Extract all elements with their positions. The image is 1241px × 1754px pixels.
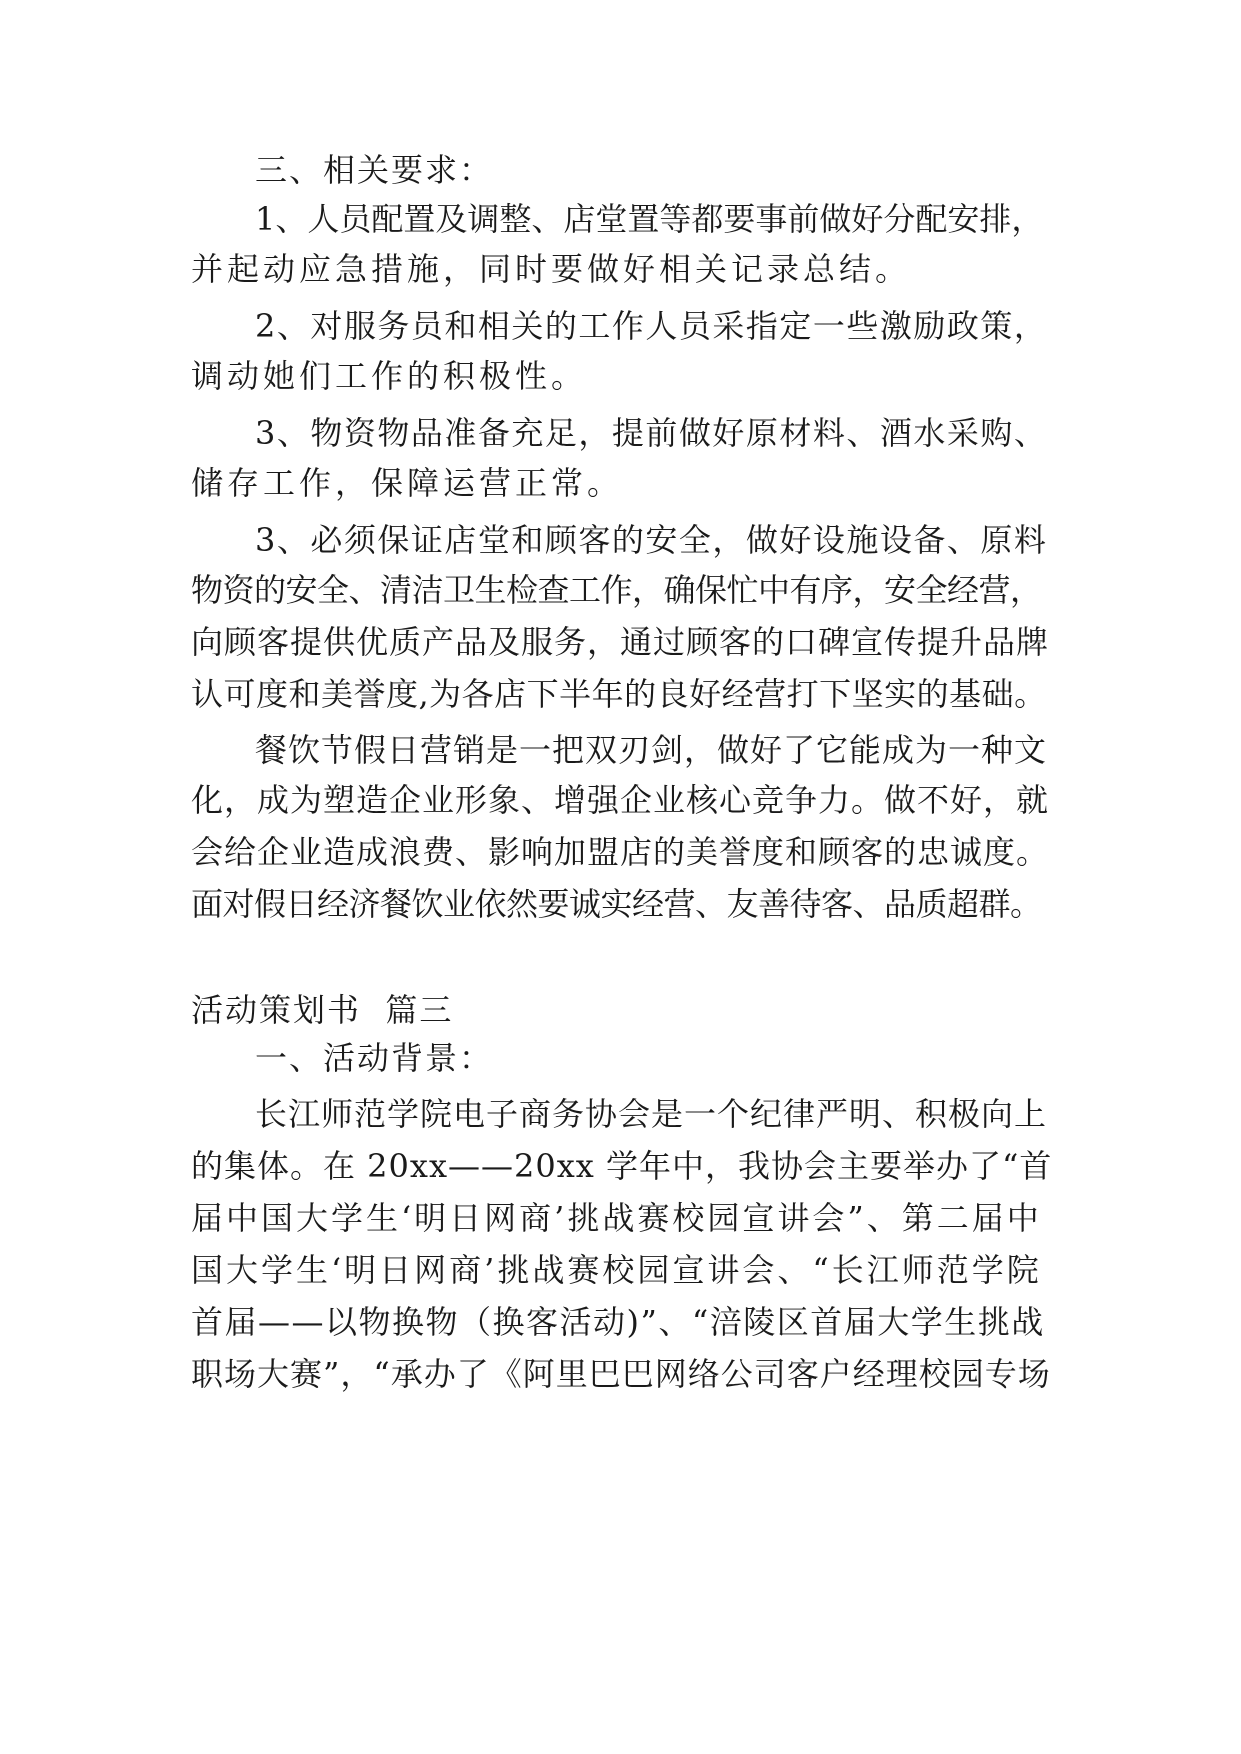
- paragraph-line: 1、人员配置及调整、店堂置等都要事前做好分配安排，: [255, 200, 1044, 238]
- paragraph-line: 3、物资物品准备充足，提前做好原材料、酒水采购、: [255, 414, 1048, 452]
- section-heading: 一、活动背景：: [255, 1039, 494, 1077]
- paragraph-line: 届中国大学生‘明日网商’挑战赛校园宣讲会”、第二届中: [191, 1199, 1042, 1237]
- part-title: 活动策划书 篇三: [191, 991, 454, 1029]
- paragraph-line: 首届——以物换物（换客活动)”、“涪陵区首届大学生挑战: [191, 1303, 1045, 1341]
- paragraph-line: 3、必须保证店堂和顾客的安全，做好设施设备、原料: [255, 521, 1048, 559]
- paragraph-line: 向顾客提供优质产品及服务，通过顾客的口碑宣传提升品牌: [191, 623, 1050, 661]
- paragraph-line: 储存工作，保障运营正常。: [191, 464, 624, 502]
- paragraph-line: 面对假日经济餐饮业依然要诚实经营、友善待客、品质超群。: [191, 885, 1042, 923]
- paragraph-line: 的集体。在 20xx——20xx 学年中，我协会主要举办了“首: [191, 1147, 1053, 1185]
- paragraph-line: 2、对服务员和相关的工作人员采指定一些激励政策，: [255, 307, 1048, 345]
- paragraph-line: 调动她们工作的积极性。: [191, 357, 588, 395]
- section-heading: 三、相关要求：: [255, 151, 494, 189]
- paragraph-line: 会给企业造成浪费、影响加盟店的美誉度和顾客的忠诚度。: [191, 833, 1050, 871]
- paragraph-line: 长江师范学院电子商务协会是一个纪律严明、积极向上: [255, 1095, 1048, 1133]
- paragraph-line: 职场大赛”，“承办了《阿里巴巴网络公司客户经理校园专场: [191, 1355, 1051, 1393]
- paragraph-line: 餐饮节假日营销是一把双刃剑，做好了它能成为一种文: [255, 731, 1048, 769]
- paragraph-line: 并起动应急措施，同时要做好相关记录总结。: [191, 250, 912, 288]
- paragraph-line: 化，成为塑造企业形象、增强企业核心竞争力。做不好，就: [191, 781, 1050, 819]
- paragraph-line: 认可度和美誉度,为各店下半年的良好经营打下坚实的基础。: [191, 675, 1047, 713]
- paragraph-line: 国大学生‘明日网商’挑战赛校园宣讲会、“长江师范学院: [191, 1251, 1042, 1289]
- paragraph-line: 物资的安全、清洁卫生检查工作，确保忙中有序，安全经营，: [191, 571, 1042, 609]
